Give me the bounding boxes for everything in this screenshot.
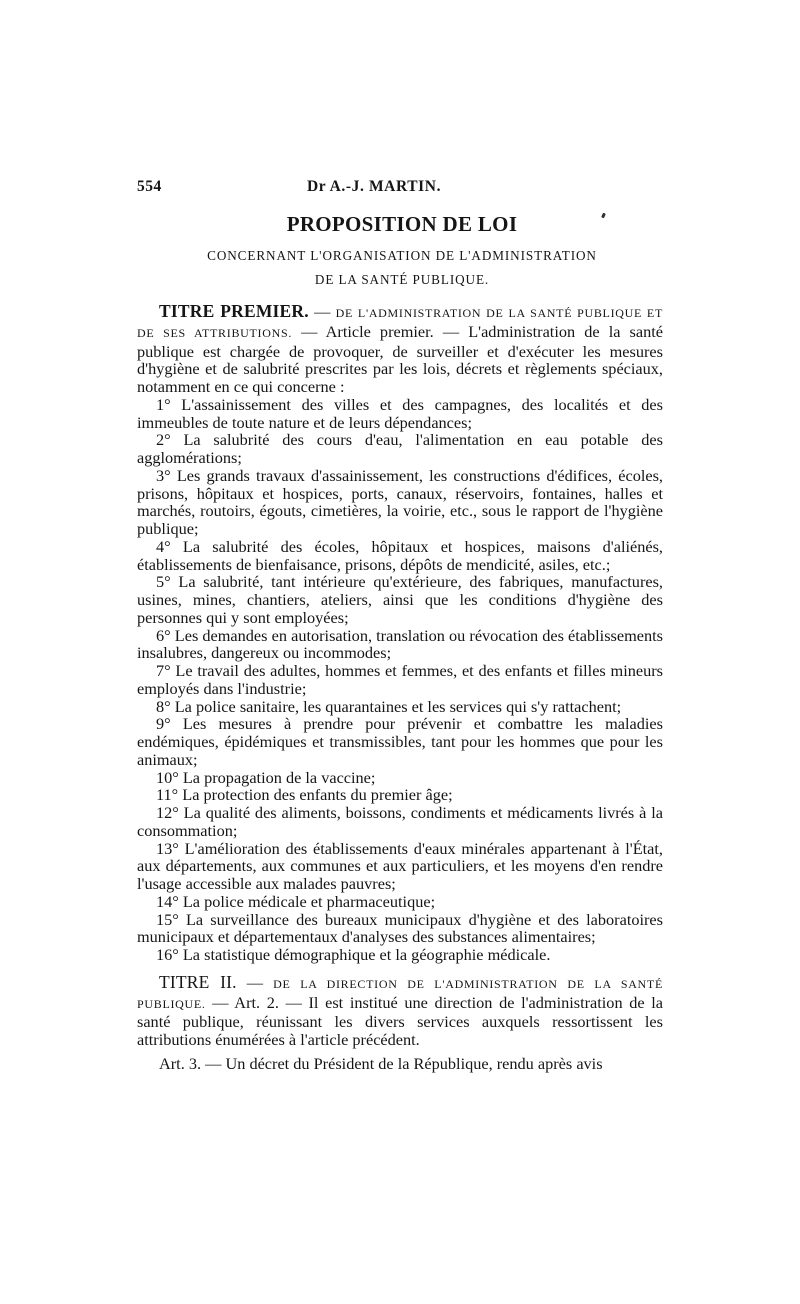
article-3-paragraph xyxy=(137,1055,663,1073)
list-item xyxy=(137,946,663,964)
list-item-text: L'assainissement des villes et des campagnes, des localités et des immeubles de toute nature et de leurs dépendances; xyxy=(137,394,663,432)
list-item-text: Les mesures à prendre pour prévenir et combattre les maladies endémiques, épidémiques et transmissibles, tant pour les hommes que pour les animaux; xyxy=(137,714,663,769)
list-item xyxy=(137,396,663,432)
list-item xyxy=(137,538,663,574)
titre-ii-paragraph xyxy=(137,971,663,1049)
titre-ii-heading: TITRE II. xyxy=(159,971,237,992)
titre-ii-subheading: DE LA DIRECTION DE L'ADMINISTRATION DE LA SANTÉ PUBLIQUE. xyxy=(137,976,663,1011)
list-item-text: Le travail des adultes, hommes et femmes, et des enfants et filles mineurs employés dans l'industrie; xyxy=(137,661,663,698)
list-item xyxy=(137,467,663,538)
list-item xyxy=(137,698,663,716)
subtitle-line-2: DE LA SANTÉ PUBLIQUE. xyxy=(314,272,490,287)
list-item-number: 3° xyxy=(156,465,171,485)
subtitle-line-1: CONCERNANT L'ORGANISATION DE L'ADMINISTRATION xyxy=(207,248,597,263)
titre-premier-heading: TITRE PREMIER. xyxy=(159,301,309,321)
list-item-number: 2° xyxy=(156,430,171,450)
body-text xyxy=(137,303,663,1073)
article-premier-text: — Article premier. — L'administration de la santé publique est chargée de provoquer, de surveiller et d'exécuter les mesures d'hygiène et de salubrité prescrites par les lois, décrets et règlements spéciaux, notamment en ce qui concerne : xyxy=(137,321,663,396)
article-3-text: Art. 3. — Un décret du Président de la République, rendu après avis xyxy=(159,1053,603,1073)
list-item-number: 13° xyxy=(156,838,179,858)
list-item xyxy=(137,769,663,787)
list-item-number: 9° xyxy=(156,714,171,734)
list-item-number: 1° xyxy=(156,394,171,414)
titre-premier-paragraph xyxy=(137,303,663,396)
list-item xyxy=(137,431,663,467)
list-item xyxy=(137,715,663,768)
list-item xyxy=(137,840,663,893)
list-item xyxy=(137,662,663,698)
article-2-text: — Art. 2. — Il est institué une direction de l'administration de la santé publique, réunissant les divers services auxquels ressortissent les attributions énumérées à l'article précédent. xyxy=(137,992,663,1049)
list-item-number: 15° xyxy=(156,909,179,929)
list-item-text: La salubrité des cours d'eau, l'alimentation en eau potable des agglomérations; xyxy=(137,430,663,467)
list-item-number: 5° xyxy=(156,572,171,592)
list-item-text: L'amélioration des établissements d'eaux minérales appartenant à l'État, aux départements, aux communes et aux particuliers, et les moyens d'en rendre l'usage accessible aux malades pauvres; xyxy=(137,838,663,893)
list-item xyxy=(137,911,663,947)
list-item-text: La propagation de la vaccine; xyxy=(178,767,376,787)
page-number: 554 xyxy=(137,178,162,195)
list-item-text: La police médicale et pharmaceutique; xyxy=(178,891,436,911)
running-header xyxy=(137,176,667,200)
list-item xyxy=(137,573,663,626)
titre-ii-dash: — xyxy=(236,972,274,992)
list-item-text: La salubrité des écoles, hôpitaux et hospices, maisons d'aliénés, établissements de bienfaisance, prisons, dépôts de mendicité, asiles, etc.; xyxy=(137,536,663,574)
list-item xyxy=(137,627,663,663)
list-item-number: 10° xyxy=(156,767,179,787)
list-item-number: 6° xyxy=(156,625,171,645)
list-item-number: 14° xyxy=(156,891,179,911)
list-item-number: 7° xyxy=(156,661,171,680)
list-item xyxy=(137,786,663,804)
list-item-number: 12° xyxy=(156,803,179,822)
list-item-number: 8° xyxy=(156,696,171,716)
list-item-text: La salubrité, tant intérieure qu'extérieure, des fabriques, manufactures, usines, mines, chantiers, ateliers, ainsi que les conditions d'hygiène des personnes qui y sont employées; xyxy=(137,572,663,627)
titre-premier-subheading: DE L'ADMINISTRATION DE LA SANTÉ PUBLIQUE ET DE SES ATTRIBUTIONS. xyxy=(137,306,663,340)
list-item-text: La qualité des aliments, boissons, condiments et médicaments livrés à la consommation; xyxy=(137,803,663,840)
list-item-text: La police sanitaire, les quarantaines et les services qui s'y rattachent; xyxy=(170,696,622,716)
list-item-text: Les demandes en autorisation, translation ou révocation des établissements insalubres, dangereux ou incommodes; xyxy=(137,625,663,663)
list-item xyxy=(137,893,663,911)
list-item-number: 4° xyxy=(156,536,171,556)
list-item-number: 11° xyxy=(156,785,179,805)
list-item-text: La surveillance des bureaux municipaux d'hygiène et des laboratoires municipaux et départementaux d'analyses des substances alimentaires; xyxy=(137,909,663,947)
list-item-text: Les grands travaux d'assainissement, les constructions d'édifices, écoles, prisons, hôpitaux et hospices, ports, canaux, réservoirs, fontaines, halles et marchés, routoirs, égouts, cimetières, la voirie, etc., sous le rapport de l'hygiène publique; xyxy=(137,465,663,538)
document-title: PROPOSITION DE LOI xyxy=(286,212,518,236)
list-item-text: La statistique démographique et la géographie médicale. xyxy=(178,945,551,964)
titre-premier-dash: — xyxy=(308,302,336,321)
list-item xyxy=(137,804,663,840)
list-item-number: 16° xyxy=(156,945,179,964)
list-item-text: La protection des enfants du premier âge; xyxy=(178,785,453,805)
running-author: Dr A.-J. MARTIN. xyxy=(307,178,442,195)
